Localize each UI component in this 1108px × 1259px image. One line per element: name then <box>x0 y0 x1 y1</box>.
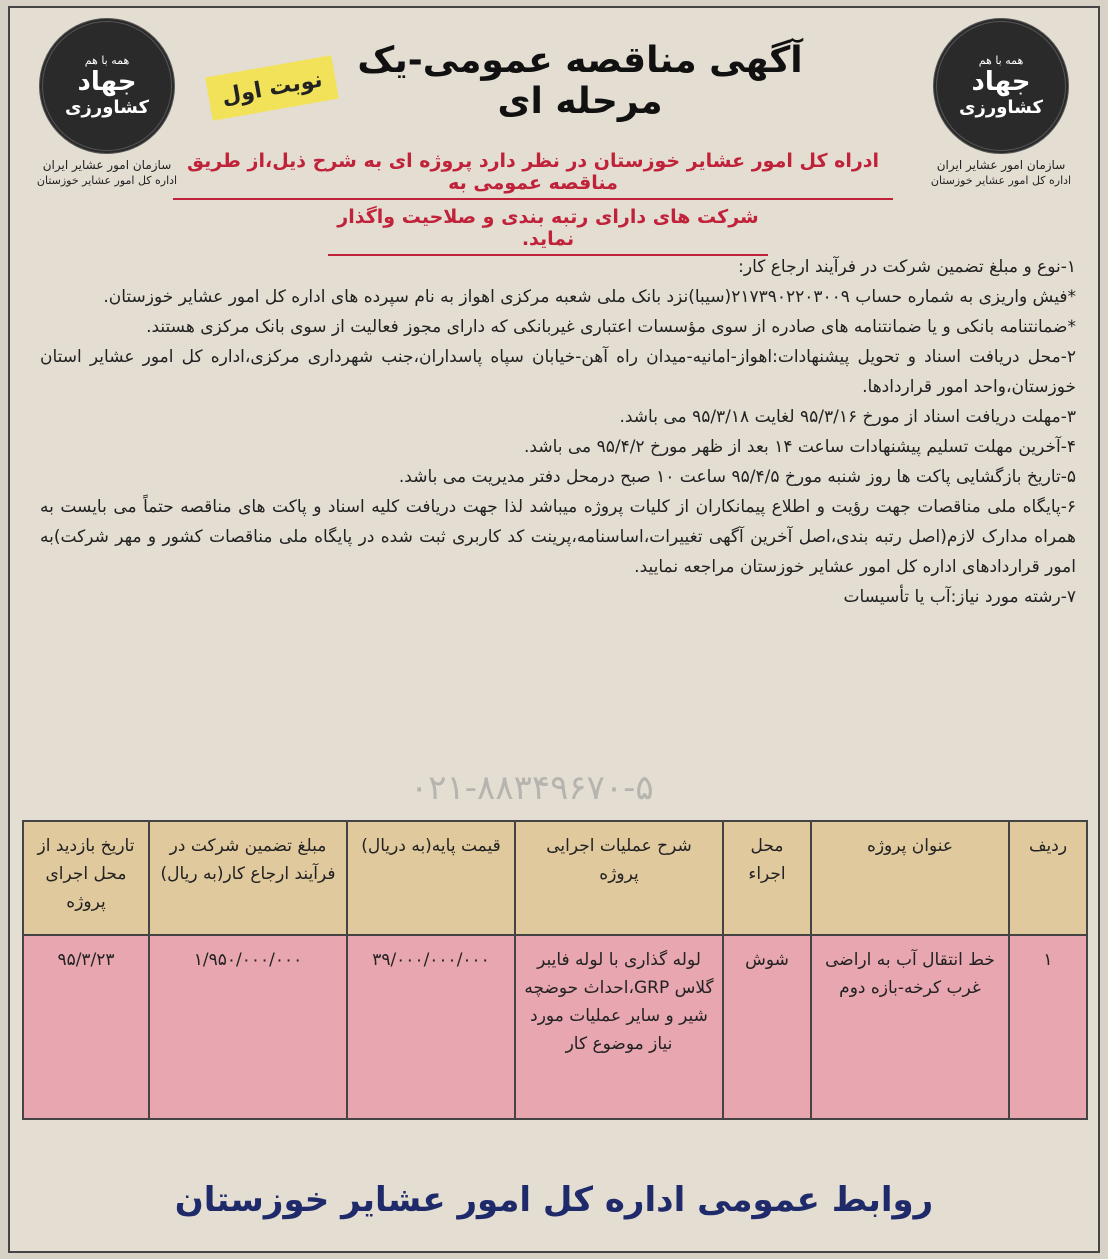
cell-visit-date: ۹۵/۳/۲۳ <box>23 935 149 1119</box>
item-4: ۴-آخرین مهلت تسلیم پیشنهادات ساعت ۱۴ بعد از ظهر مورخ ۹۵/۴/۲ می باشد. <box>524 437 1076 457</box>
th-row: ردیف <box>1009 821 1087 935</box>
logo-caption: اداره کل امور عشایر خوزستان <box>36 174 178 187</box>
item-1-b: *ضمانتنامه بانکی و یا ضمانتنامه های صادره از سوی مؤسسات اعتباری غیربانکی که دارای مجوز فعالیت از سوی بانک مرکزی هستند. <box>146 317 1076 337</box>
jahad-seal-icon: همه با هم جهاد کشاورزی <box>933 18 1069 154</box>
th-visit-date: تاریخ بازدید از محل اجرای پروژه <box>23 821 149 935</box>
item-5: ۵-تاریخ بازگشایی پاکت ها روز شنبه مورخ ۹۵/۴/۵ ساعت ۱۰ صبح درمحل دفتر مدیریت می باشد. <box>398 467 1076 487</box>
table-row <box>23 935 1087 1119</box>
logo-caption: اداره کل امور عشایر خوزستان <box>930 174 1072 187</box>
watermark-phone: ۰۲۱-۸۸۳۴۹۶۷۰-۵ <box>410 768 654 808</box>
first-publication-badge: نوبت اول <box>205 55 339 121</box>
th-description: شرح عملیات اجرایی پروژه <box>515 821 723 935</box>
item-1-title: ۱-نوع و مبلغ تضمین شرکت در فرآیند ارجاع کار: <box>738 257 1076 277</box>
item-3: ۳-مهلت دریافت اسناد از مورخ ۹۵/۳/۱۶ لغایت ۹۵/۳/۱۸ می باشد. <box>619 407 1076 427</box>
th-location: محل اجراء <box>723 821 811 935</box>
logo-right <box>926 18 1076 187</box>
table-header-row <box>23 821 1087 935</box>
item-6: ۶-پایگاه ملی مناقصات جهت رؤیت و اطلاع پیمانکاران از کلیات پروژه میباشد لذا جهت دریافت کلیه اسناد و پاکت های مناقصه حتماً می بایست به همراه مدارک لازم(اصل رتبه بندی،اصل آخرین آگهی تغییرات،اساسنامه،پرینت کد کاربری ثبت شده در پایگاه ملی مناقصات کشور و مهر شرکت)به امور قراردادهای اداره کل امور عشایر خوزستان مراجعه نمایید. <box>40 497 1076 577</box>
cell-description: لوله گذاری با لوله فایبر گلاس GRP،احداث حوضچه شیر و سایر عملیات مورد نیاز موضوع کار <box>515 935 723 1119</box>
logo-caption: سازمان امور عشایر ایران <box>936 158 1066 172</box>
footer-public-relations: روابط عمومی اداره کل امور عشایر خوزستان <box>174 1180 934 1220</box>
item-2: ۲-محل دریافت اسناد و تحویل پیشنهادات:اهواز-امانیه-میدان راه آهن-خیابان سپاه پاسداران،جنب شهرداری مرکزی،اداره کل امور عشایر استان خوزستان،واحد امور قراردادها. <box>40 347 1076 397</box>
item-7: ۷-رشته مورد نیاز:آب یا تأسیسات <box>843 587 1076 607</box>
th-guarantee: مبلغ تضمین شرکت در فرآیند ارجاع کار(به ریال) <box>149 821 347 935</box>
subheading-line2: شرکت های دارای رتبه بندی و صلاحیت واگذار نماید. <box>328 206 768 256</box>
item-1-a: *فیش واریزی به شماره حساب ۲۱۷۳۹۰۲۲۰۳۰۰۹(سیبا)نزد بانک ملی شعبه مرکزی اهواز به نام سپرده های اداره کل امور عشایر خوزستان. <box>103 287 1076 307</box>
subheading-line1: ادراه کل امور عشایر خوزستان در نظر دارد پروژه ای به شرح ذیل،از طریق مناقصه عمومی به <box>173 150 893 200</box>
cell-row: ۱ <box>1009 935 1087 1119</box>
cell-location: شوش <box>723 935 811 1119</box>
notice-body <box>40 252 1076 612</box>
cell-base-price: ۳۹/۰۰۰/۰۰۰/۰۰۰ <box>347 935 515 1119</box>
logo-caption: سازمان امور عشایر ایران <box>42 158 172 172</box>
project-table <box>22 820 1088 1120</box>
jahad-seal-icon: همه با هم جهاد کشاورزی <box>39 18 175 154</box>
th-title: عنوان پروژه <box>811 821 1009 935</box>
th-base-price: قیمت پایه(به دریال) <box>347 821 515 935</box>
notice-title: آگهی مناقصه عمومی-یک مرحله ای <box>357 40 803 122</box>
logo-left <box>32 18 182 187</box>
cell-guarantee: ۱/۹۵۰/۰۰۰/۰۰۰ <box>149 935 347 1119</box>
cell-title: خط انتقال آب به اراضی غرب کرخه-بازه دوم <box>811 935 1009 1119</box>
